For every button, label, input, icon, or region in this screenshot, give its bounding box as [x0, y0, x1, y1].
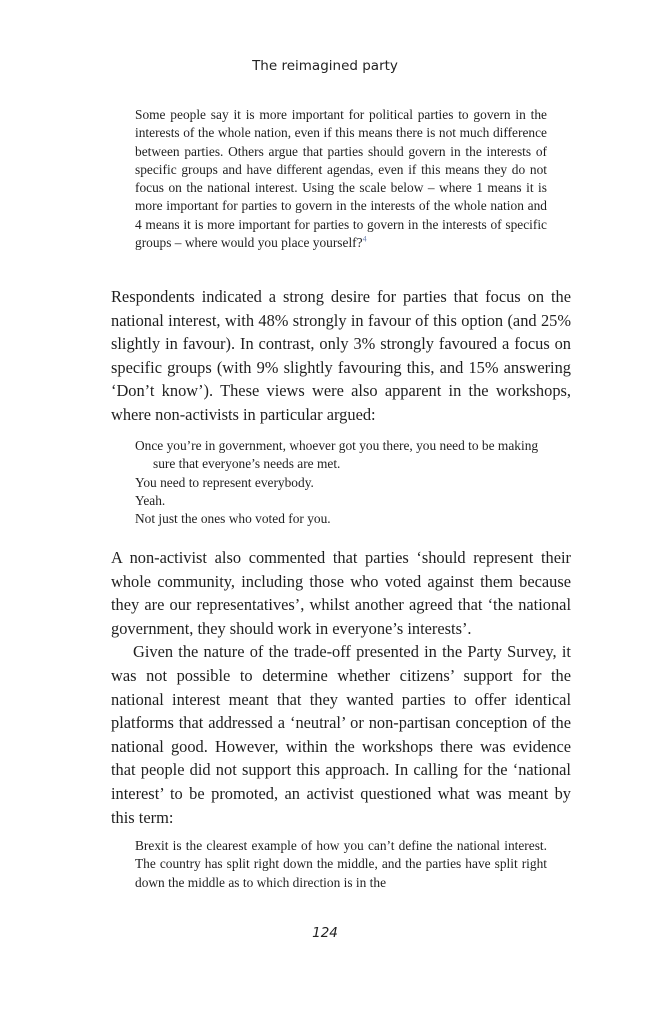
- workshop-dialogue: [135, 437, 555, 528]
- page-number: 124: [312, 925, 338, 941]
- dialogue-line: Not just the ones who voted for you.: [135, 511, 331, 527]
- survey-question-text: Some people say it is more important for political parties to govern in the interests of the whole nation, even if this means there is not much difference between parties. Others argue that parties should govern in the interests of specific groups and have different agendas, even if this means they do not focus on the national interest. Using the scale below – where 1 means it is more important for parties to govern in the interests of the whole nation and 4 means it is more important for parties to govern in the interests of specific groups – where would you place yourself?: [135, 107, 547, 251]
- paragraph-text: Given the nature of the trade-off presented in the Party Survey, it was not possible to determine whether citizens’ support for the national interest meant that they wanted parties to offer identical platforms that addressed a ‘neutral’ or non-partisan conception of the national good. However, within the workshops there was evidence that people did not support this approach. In calling for the ‘national interest’ to be promoted, an activist questioned what was meant by this term:: [111, 642, 571, 827]
- survey-question-quote: [135, 106, 547, 252]
- activist-quote: [135, 837, 547, 892]
- dialogue-line: Once you’re in government, whoever got you there, you need to be making sure that everyone’s needs are met.: [135, 438, 539, 472]
- paragraph-non-activist: [111, 546, 571, 829]
- dialogue-line: Yeah.: [135, 492, 166, 508]
- running-head: The reimagined party: [252, 58, 398, 74]
- activist-quote-text: Brexit is the clearest example of how you can’t define the national interest. The country has split right down the middle, and the parties have split right down the middle as to which direction is in the: [135, 838, 547, 890]
- dialogue-line: You need to represent everybody.: [135, 474, 314, 490]
- paragraph-results: [111, 285, 571, 427]
- endnote-reference[interactable]: 4: [362, 234, 367, 244]
- paragraph-text: A non-activist also commented that parties ‘should represent their whole community, including those who voted against them because they are our representatives’, whilst another agreed that ‘the national government, they should work in everyone’s interests’.: [111, 548, 571, 638]
- paragraph-text: Respondents indicated a strong desire for parties that focus on the national interest, with 48% strongly in favour of this option (and 25% slightly in favour). In contrast, only 3% strongly favoured a focus on specific groups (with 9% slightly favouring this, and 15% answering ‘Don’t know’). These views were also apparent in the workshops, where non-activists in particular argued:: [111, 287, 571, 424]
